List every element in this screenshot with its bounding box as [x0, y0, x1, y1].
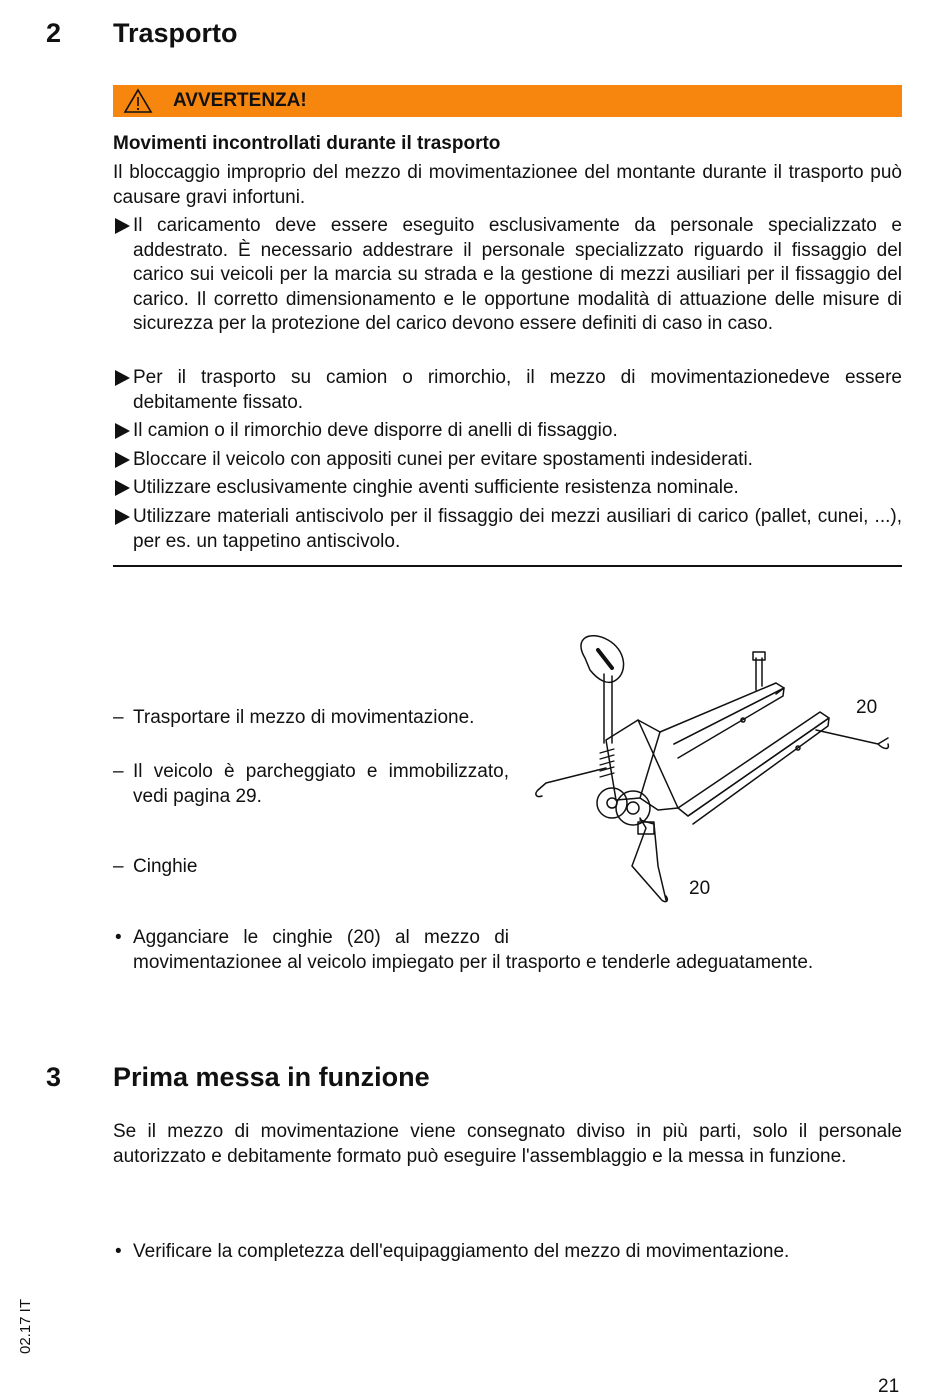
warning-heading: Movimenti incontrollati durante il trasporto: [113, 133, 501, 154]
bullet-arrow-icon: [115, 423, 130, 439]
bullet-arrow-icon: [115, 480, 130, 496]
bullet-arrow-icon: [115, 370, 130, 386]
figure-callout: 20: [856, 697, 878, 718]
section-paragraph: Se il mezzo di movimentazione viene consegnato diviso in più parti, solo il personale autorizzato e debitamente formato può eseguire l'assemblaggio e la messa in funzione.: [113, 1121, 902, 1167]
bullet-arrow-icon: [115, 452, 130, 468]
warning-label: AVVERTENZA!: [173, 90, 307, 111]
warning-triangle-icon: [123, 88, 153, 114]
tool-item: – Cinghie: [113, 856, 198, 877]
warning-bullet: Utilizzare materiali antiscivolo per il fissaggio dei mezzi ausiliari di carico (pallet, cunei, ...), per es. un tappetino antiscivolo.: [113, 505, 902, 554]
section-title: Trasporto: [113, 18, 238, 48]
warning-intro: Il bloccaggio improprio del mezzo di movimentazionee del montante durante il trasporto può causare gravi infortuni.: [113, 162, 902, 208]
section-number: 2: [46, 18, 62, 48]
figure-callout: 20: [689, 878, 711, 899]
warning-bullet: Il camion o il rimorchio deve disporre di anelli di fissaggio.: [113, 419, 902, 444]
pallet-truck-figure: [528, 628, 900, 908]
bullet-arrow-icon: [115, 218, 130, 234]
section-title: Prima messa in funzione: [113, 1062, 430, 1092]
warning-bullet: Il caricamento deve essere eseguito esclusivamente da personale specializzato e addestrato. È necessario addestrare il personale specializzato riguardo il fissaggio del carico sui veicoli per la marcia su strada e la gestione di mezzi ausiliari per il fissaggio del carico. Il corretto dimensionamento e le opportune modalità di attuazione delle misure di sicurezza per la protezione del carico devono essere definiti di caso in caso.: [113, 214, 902, 337]
requirement-item: – Trasportare il mezzo di movimentazione.: [113, 707, 475, 728]
warning-bullet: Per il trasporto su camion o rimorchio, il mezzo di movimentazionedeve essere debitamente fissato.: [113, 366, 902, 415]
warning-banner: [113, 85, 902, 117]
bullet-arrow-icon: [115, 509, 130, 525]
warning-bullet: Bloccare il veicolo con appositi cunei per evitare spostamenti indesiderati.: [113, 448, 902, 473]
procedure-step: • Agganciare le cinghie (20) al mezzo di movimentazionee al veicolo impiegato per il trasporto e tenderle adeguatamente.: [115, 927, 814, 973]
warning-bullet: Utilizzare esclusivamente cinghie aventi sufficiente resistenza nominale.: [113, 476, 902, 501]
warning-end-rule: [113, 565, 902, 567]
page-number: 21: [878, 1376, 900, 1397]
footer-date-code: 02.17 IT: [17, 1298, 35, 1355]
procedure-step: • Verificare la completezza dell'equipaggiamento del mezzo di movimentazione.: [115, 1241, 790, 1262]
requirement-item: – Il veicolo è parcheggiato e immobilizzato, vedi pagina 29.: [113, 761, 509, 807]
section-number: 3: [46, 1062, 62, 1092]
